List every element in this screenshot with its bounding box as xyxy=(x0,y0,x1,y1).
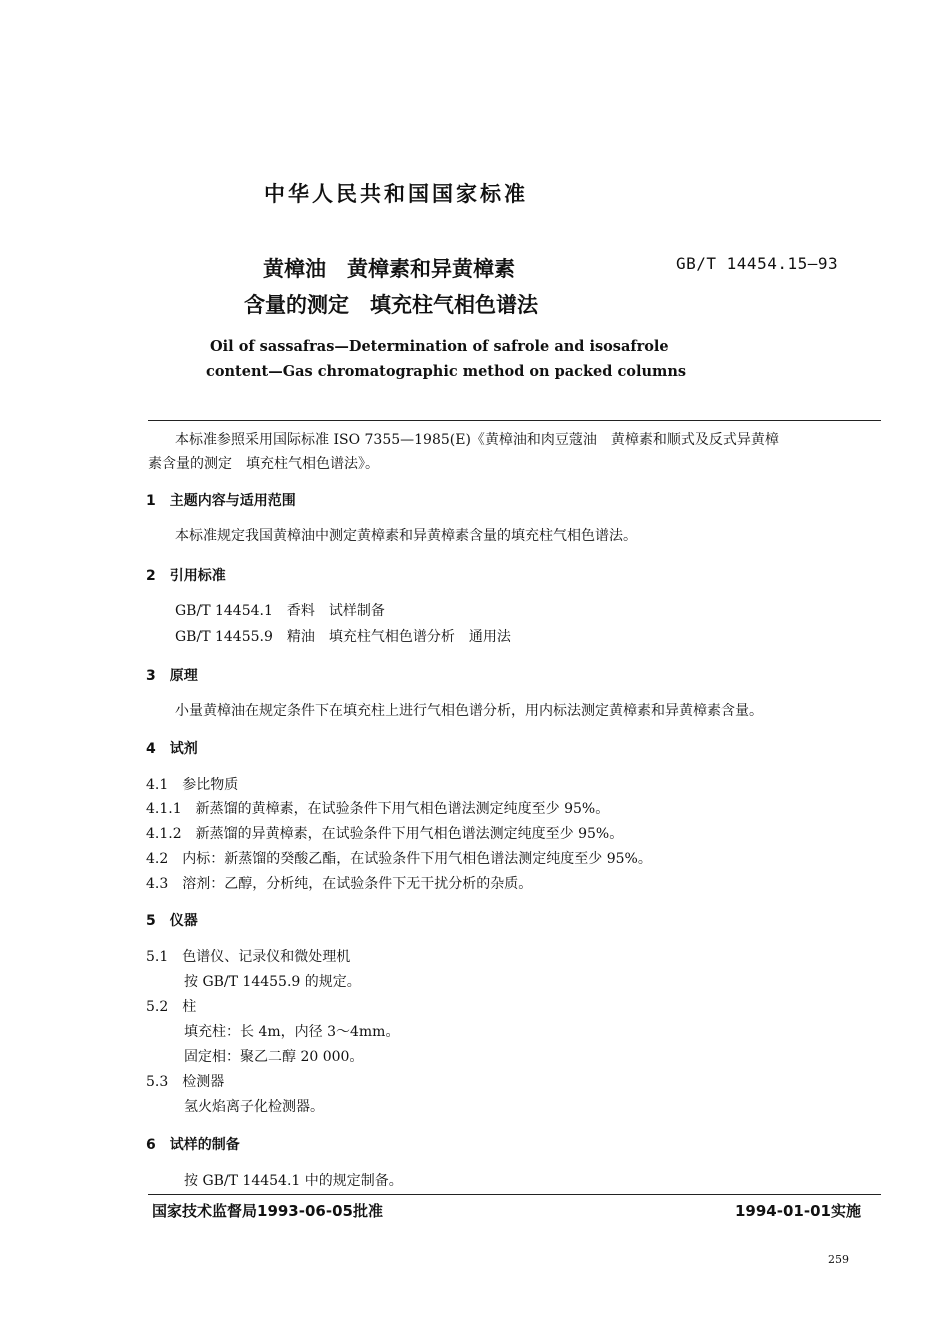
reference-1: GB/T 14454.1 香料 试样制备 xyxy=(175,603,385,619)
intro-line2: 素含量的测定 填充柱气相色谱法》。 xyxy=(148,456,379,472)
top-rule xyxy=(148,420,881,421)
standard-code: GB/T 14454.15—93 xyxy=(676,254,839,273)
item-5-2-text1: 填充柱：长 4m，内径 3～4mm。 xyxy=(184,1024,400,1040)
section-1-text: 本标准规定我国黄樟油中测定黄樟素和异黄樟素含量的填充柱气相色谱法。 xyxy=(175,528,637,544)
standard-title: 中华人民共和国国家标准 xyxy=(264,182,528,206)
reference-2: GB/T 14455.9 精油 填充柱气相色谱分析 通用法 xyxy=(175,629,511,645)
item-5-2: 5.2 柱 xyxy=(146,999,197,1015)
section-4-heading: 4 试剂 xyxy=(146,741,198,757)
section-1-heading: 1 主题内容与适用范围 xyxy=(146,493,296,509)
item-5-3-text: 氢火焰离子化检测器。 xyxy=(184,1099,324,1115)
cn-title-line2: 含量的测定 填充柱气相色谱法 xyxy=(244,293,538,317)
section-6-text: 按 GB/T 14454.1 中的规定制备。 xyxy=(184,1173,403,1189)
en-title-line1: Oil of sassafras—Determination of safrole and isosafrole xyxy=(210,338,669,355)
item-5-1-text: 按 GB/T 14455.9 的规定。 xyxy=(184,974,361,990)
section-2-heading: 2 引用标准 xyxy=(146,568,226,584)
item-5-3: 5.3 检测器 xyxy=(146,1074,225,1090)
item-4-1-2: 4.1.2 新蒸馏的异黄樟素，在试验条件下用气相色谱法测定纯度至少 95%。 xyxy=(146,826,624,842)
section-3-text: 小量黄樟油在规定条件下在填充柱上进行气相色谱分析，用内标法测定黄樟素和异黄樟素含量。 xyxy=(175,703,763,719)
page-number: 259 xyxy=(828,1253,849,1266)
approval-date: 国家技术监督局1993-06-05批准 xyxy=(152,1202,383,1220)
item-4-2: 4.2 内标：新蒸馏的癸酸乙酯，在试验条件下用气相色谱法测定纯度至少 95%。 xyxy=(146,851,652,867)
en-title-line2: content—Gas chromatographic method on packed columns xyxy=(206,363,687,380)
item-4-3: 4.3 溶剂：乙醇，分析纯，在试验条件下无干扰分析的杂质。 xyxy=(146,876,533,892)
effective-date: 1994-01-01实施 xyxy=(735,1202,861,1220)
section-6-heading: 6 试样的制备 xyxy=(146,1137,240,1153)
section-3-heading: 3 原理 xyxy=(146,668,198,684)
item-5-2-text2: 固定相：聚乙二醇 20 000。 xyxy=(184,1049,364,1065)
bottom-rule xyxy=(148,1194,881,1195)
item-4-1-1: 4.1.1 新蒸馏的黄樟素，在试验条件下用气相色谱法测定纯度至少 95%。 xyxy=(146,801,610,817)
item-4-1: 4.1 参比物质 xyxy=(146,777,239,793)
item-5-1: 5.1 色谱仪、记录仪和微处理机 xyxy=(146,949,351,965)
cn-title-line1: 黄樟油 黄樟素和异黄樟素 xyxy=(263,257,515,281)
section-5-heading: 5 仪器 xyxy=(146,913,198,929)
intro-line1: 本标准参照采用国际标准 ISO 7355—1985(E)《黄樟油和肉豆蔻油 黄樟素和顺式及反式异黄樟 xyxy=(175,432,779,448)
